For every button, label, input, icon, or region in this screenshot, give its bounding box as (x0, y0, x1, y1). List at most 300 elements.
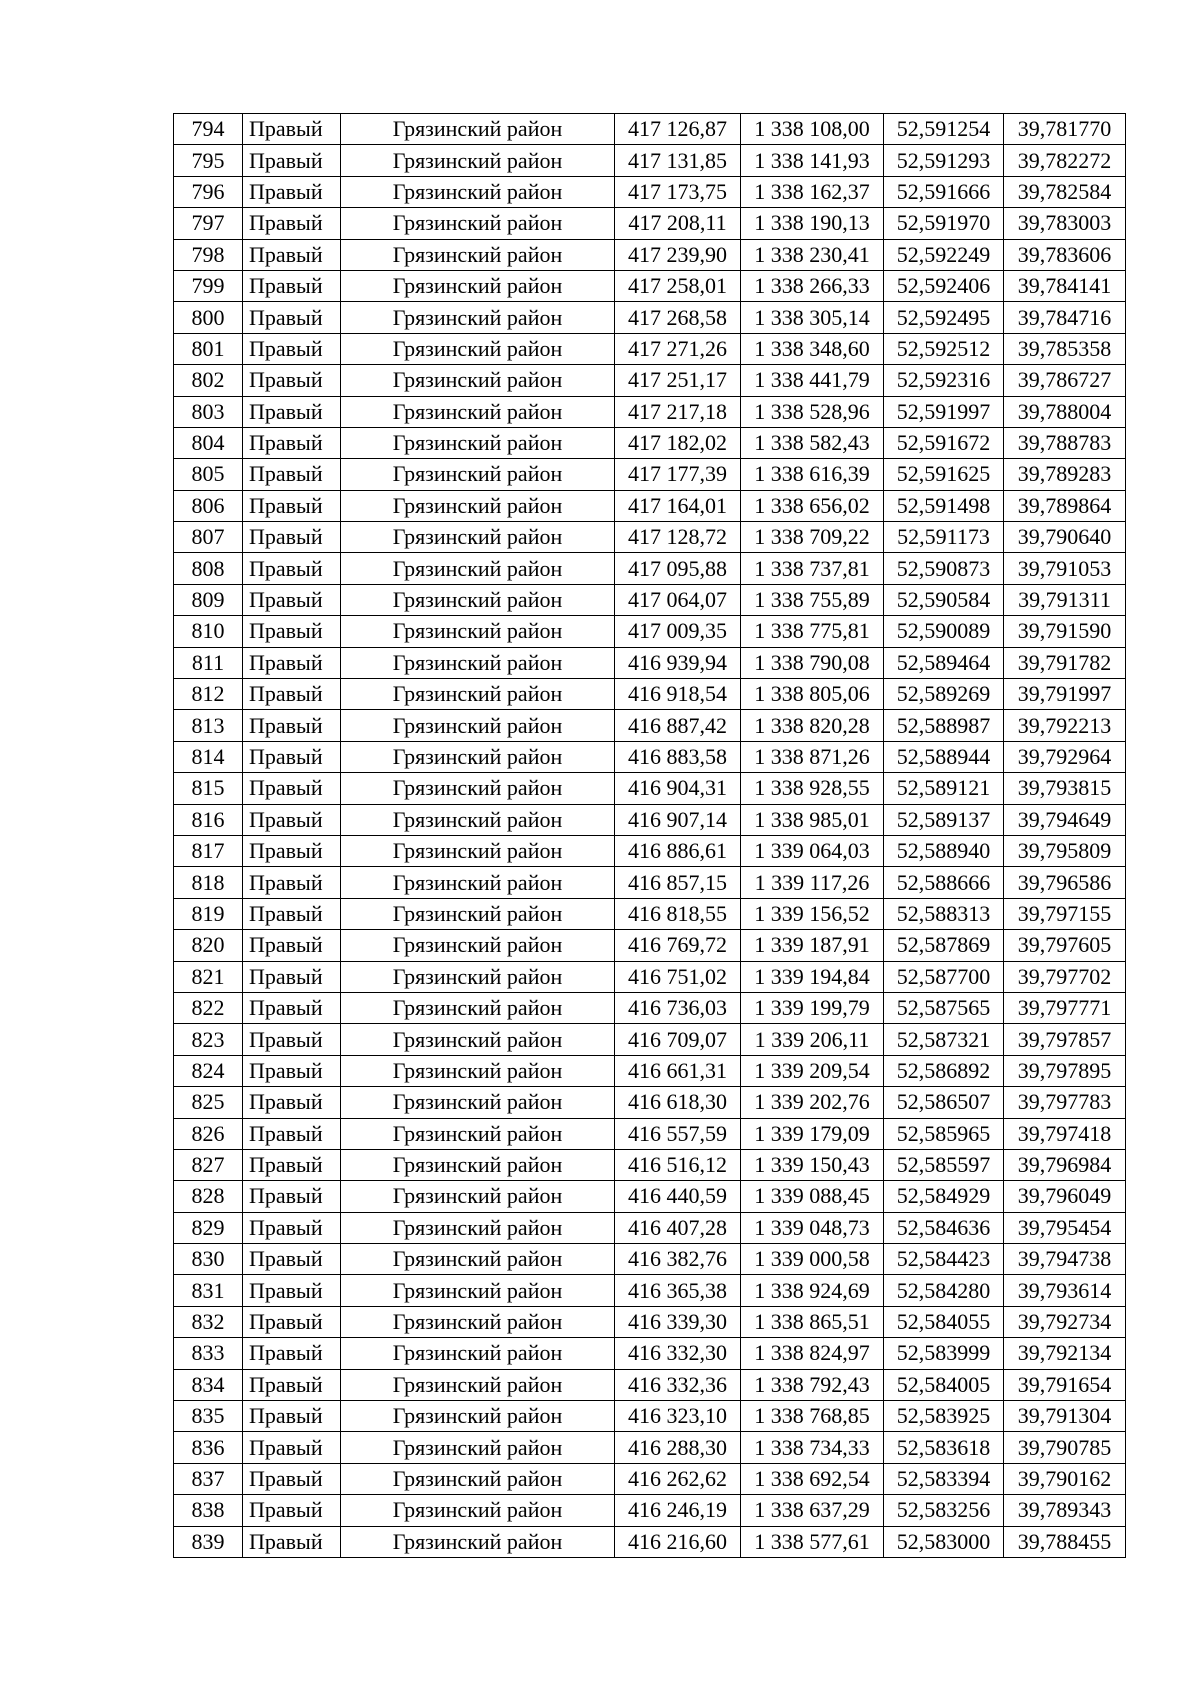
district-cell: Грязинский район (341, 302, 615, 333)
bank-cell: Правый (243, 176, 341, 207)
longitude-cell: 39,788004 (1004, 396, 1126, 427)
longitude-cell: 39,790785 (1004, 1432, 1126, 1463)
y-coordinate-cell: 1 339 194,84 (741, 961, 884, 992)
longitude-cell: 39,791304 (1004, 1401, 1126, 1432)
bank-cell: Правый (243, 1244, 341, 1275)
table-row (174, 710, 1126, 741)
district-cell: Грязинский район (341, 1118, 615, 1149)
district-cell: Грязинский район (341, 522, 615, 553)
x-coordinate-cell: 417 095,88 (615, 553, 741, 584)
table-row (174, 1338, 1126, 1369)
table-row (174, 1495, 1126, 1526)
table-row (174, 270, 1126, 301)
x-coordinate-cell: 416 288,30 (615, 1432, 741, 1463)
bank-cell: Правый (243, 992, 341, 1023)
point-number-cell: 802 (174, 365, 243, 396)
table-row (174, 1463, 1126, 1494)
latitude-cell: 52,592249 (884, 239, 1004, 270)
district-cell: Грязинский район (341, 1463, 615, 1494)
table-row (174, 490, 1126, 521)
latitude-cell: 52,589269 (884, 679, 1004, 710)
latitude-cell: 52,584055 (884, 1306, 1004, 1337)
longitude-cell: 39,789864 (1004, 490, 1126, 521)
district-cell: Грязинский район (341, 1401, 615, 1432)
bank-cell: Правый (243, 302, 341, 333)
point-number-cell: 807 (174, 522, 243, 553)
point-number-cell: 821 (174, 961, 243, 992)
longitude-cell: 39,797155 (1004, 898, 1126, 929)
district-cell: Грязинский район (341, 1338, 615, 1369)
x-coordinate-cell: 417 239,90 (615, 239, 741, 270)
latitude-cell: 52,588987 (884, 710, 1004, 741)
table-row (174, 396, 1126, 427)
latitude-cell: 52,592495 (884, 302, 1004, 333)
y-coordinate-cell: 1 338 441,79 (741, 365, 884, 396)
y-coordinate-cell: 1 339 179,09 (741, 1118, 884, 1149)
x-coordinate-cell: 417 126,87 (615, 114, 741, 145)
longitude-cell: 39,789283 (1004, 459, 1126, 490)
latitude-cell: 52,583394 (884, 1463, 1004, 1494)
point-number-cell: 828 (174, 1181, 243, 1212)
latitude-cell: 52,584005 (884, 1369, 1004, 1400)
y-coordinate-cell: 1 339 187,91 (741, 930, 884, 961)
x-coordinate-cell: 417 131,85 (615, 145, 741, 176)
district-cell: Грязинский район (341, 835, 615, 866)
bank-cell: Правый (243, 804, 341, 835)
point-number-cell: 804 (174, 427, 243, 458)
longitude-cell: 39,792134 (1004, 1338, 1126, 1369)
table-row (174, 1087, 1126, 1118)
longitude-cell: 39,790162 (1004, 1463, 1126, 1494)
point-number-cell: 834 (174, 1369, 243, 1400)
y-coordinate-cell: 1 339 088,45 (741, 1181, 884, 1212)
bank-cell: Правый (243, 1118, 341, 1149)
x-coordinate-cell: 416 332,30 (615, 1338, 741, 1369)
latitude-cell: 52,589137 (884, 804, 1004, 835)
longitude-cell: 39,797783 (1004, 1087, 1126, 1118)
bank-cell: Правый (243, 679, 341, 710)
latitude-cell: 52,591173 (884, 522, 1004, 553)
point-number-cell: 795 (174, 145, 243, 176)
y-coordinate-cell: 1 338 230,41 (741, 239, 884, 270)
district-cell: Грязинский район (341, 1212, 615, 1243)
longitude-cell: 39,784141 (1004, 270, 1126, 301)
table-row (174, 804, 1126, 835)
latitude-cell: 52,583000 (884, 1526, 1004, 1557)
y-coordinate-cell: 1 339 156,52 (741, 898, 884, 929)
district-cell: Грязинский район (341, 1055, 615, 1086)
y-coordinate-cell: 1 338 755,89 (741, 584, 884, 615)
point-number-cell: 810 (174, 616, 243, 647)
table-row (174, 239, 1126, 270)
longitude-cell: 39,791997 (1004, 679, 1126, 710)
district-cell: Грязинский район (341, 930, 615, 961)
latitude-cell: 52,589121 (884, 773, 1004, 804)
table-row (174, 616, 1126, 647)
district-cell: Грязинский район (341, 741, 615, 772)
point-number-cell: 798 (174, 239, 243, 270)
point-number-cell: 808 (174, 553, 243, 584)
y-coordinate-cell: 1 338 709,22 (741, 522, 884, 553)
longitude-cell: 39,793614 (1004, 1275, 1126, 1306)
x-coordinate-cell: 416 736,03 (615, 992, 741, 1023)
x-coordinate-cell: 417 182,02 (615, 427, 741, 458)
x-coordinate-cell: 417 064,07 (615, 584, 741, 615)
point-number-cell: 809 (174, 584, 243, 615)
table-row (174, 1401, 1126, 1432)
table-row (174, 835, 1126, 866)
y-coordinate-cell: 1 338 266,33 (741, 270, 884, 301)
district-cell: Грязинский район (341, 145, 615, 176)
table-row (174, 1369, 1126, 1400)
latitude-cell: 52,590584 (884, 584, 1004, 615)
y-coordinate-cell: 1 338 824,97 (741, 1338, 884, 1369)
latitude-cell: 52,583925 (884, 1401, 1004, 1432)
longitude-cell: 39,797857 (1004, 1024, 1126, 1055)
longitude-cell: 39,791654 (1004, 1369, 1126, 1400)
x-coordinate-cell: 417 217,18 (615, 396, 741, 427)
bank-cell: Правый (243, 1401, 341, 1432)
bank-cell: Правый (243, 898, 341, 929)
district-cell: Грязинский район (341, 1306, 615, 1337)
longitude-cell: 39,783606 (1004, 239, 1126, 270)
table-row (174, 1306, 1126, 1337)
latitude-cell: 52,591293 (884, 145, 1004, 176)
x-coordinate-cell: 417 009,35 (615, 616, 741, 647)
point-number-cell: 837 (174, 1463, 243, 1494)
x-coordinate-cell: 416 661,31 (615, 1055, 741, 1086)
point-number-cell: 833 (174, 1338, 243, 1369)
longitude-cell: 39,797895 (1004, 1055, 1126, 1086)
district-cell: Грязинский район (341, 396, 615, 427)
y-coordinate-cell: 1 338 985,01 (741, 804, 884, 835)
latitude-cell: 52,592512 (884, 333, 1004, 364)
point-number-cell: 803 (174, 396, 243, 427)
longitude-cell: 39,784716 (1004, 302, 1126, 333)
district-cell: Грязинский район (341, 1181, 615, 1212)
bank-cell: Правый (243, 710, 341, 741)
y-coordinate-cell: 1 338 656,02 (741, 490, 884, 521)
y-coordinate-cell: 1 338 924,69 (741, 1275, 884, 1306)
table-row (174, 898, 1126, 929)
district-cell: Грязинский район (341, 427, 615, 458)
longitude-cell: 39,792734 (1004, 1306, 1126, 1337)
latitude-cell: 52,590089 (884, 616, 1004, 647)
district-cell: Грязинский район (341, 1244, 615, 1275)
longitude-cell: 39,790640 (1004, 522, 1126, 553)
bank-cell: Правый (243, 835, 341, 866)
x-coordinate-cell: 416 907,14 (615, 804, 741, 835)
bank-cell: Правый (243, 1275, 341, 1306)
bank-cell: Правый (243, 1369, 341, 1400)
x-coordinate-cell: 416 216,60 (615, 1526, 741, 1557)
district-cell: Грязинский район (341, 961, 615, 992)
latitude-cell: 52,586892 (884, 1055, 1004, 1086)
district-cell: Грязинский район (341, 459, 615, 490)
latitude-cell: 52,585597 (884, 1149, 1004, 1180)
table-row (174, 553, 1126, 584)
point-number-cell: 818 (174, 867, 243, 898)
y-coordinate-cell: 1 338 792,43 (741, 1369, 884, 1400)
district-cell: Грязинский район (341, 333, 615, 364)
district-cell: Грязинский район (341, 1432, 615, 1463)
y-coordinate-cell: 1 338 737,81 (741, 553, 884, 584)
table-row (174, 741, 1126, 772)
table-row (174, 1244, 1126, 1275)
longitude-cell: 39,782272 (1004, 145, 1126, 176)
bank-cell: Правый (243, 333, 341, 364)
longitude-cell: 39,783003 (1004, 208, 1126, 239)
x-coordinate-cell: 417 173,75 (615, 176, 741, 207)
point-number-cell: 827 (174, 1149, 243, 1180)
point-number-cell: 801 (174, 333, 243, 364)
district-cell: Грязинский район (341, 616, 615, 647)
y-coordinate-cell: 1 339 000,58 (741, 1244, 884, 1275)
table-row (174, 1181, 1126, 1212)
district-cell: Грязинский район (341, 270, 615, 301)
table-row (174, 145, 1126, 176)
table-row (174, 1055, 1126, 1086)
latitude-cell: 52,591997 (884, 396, 1004, 427)
point-number-cell: 806 (174, 490, 243, 521)
district-cell: Грязинский район (341, 1495, 615, 1526)
x-coordinate-cell: 416 332,36 (615, 1369, 741, 1400)
latitude-cell: 52,588940 (884, 835, 1004, 866)
point-number-cell: 825 (174, 1087, 243, 1118)
y-coordinate-cell: 1 338 820,28 (741, 710, 884, 741)
x-coordinate-cell: 416 339,30 (615, 1306, 741, 1337)
point-number-cell: 796 (174, 176, 243, 207)
point-number-cell: 826 (174, 1118, 243, 1149)
longitude-cell: 39,797702 (1004, 961, 1126, 992)
y-coordinate-cell: 1 338 790,08 (741, 647, 884, 678)
latitude-cell: 52,583256 (884, 1495, 1004, 1526)
point-number-cell: 836 (174, 1432, 243, 1463)
longitude-cell: 39,797771 (1004, 992, 1126, 1023)
district-cell: Грязинский район (341, 647, 615, 678)
district-cell: Грязинский район (341, 1275, 615, 1306)
y-coordinate-cell: 1 338 348,60 (741, 333, 884, 364)
bank-cell: Правый (243, 1526, 341, 1557)
longitude-cell: 39,791782 (1004, 647, 1126, 678)
longitude-cell: 39,796049 (1004, 1181, 1126, 1212)
table-row (174, 1212, 1126, 1243)
bank-cell: Правый (243, 1212, 341, 1243)
x-coordinate-cell: 416 709,07 (615, 1024, 741, 1055)
longitude-cell: 39,794649 (1004, 804, 1126, 835)
district-cell: Грязинский район (341, 176, 615, 207)
y-coordinate-cell: 1 339 117,26 (741, 867, 884, 898)
latitude-cell: 52,587321 (884, 1024, 1004, 1055)
y-coordinate-cell: 1 338 141,93 (741, 145, 884, 176)
table-row (174, 1118, 1126, 1149)
longitude-cell: 39,791311 (1004, 584, 1126, 615)
x-coordinate-cell: 417 164,01 (615, 490, 741, 521)
table-row (174, 522, 1126, 553)
y-coordinate-cell: 1 339 206,11 (741, 1024, 884, 1055)
point-number-cell: 811 (174, 647, 243, 678)
bank-cell: Правый (243, 396, 341, 427)
bank-cell: Правый (243, 1432, 341, 1463)
bank-cell: Правый (243, 1087, 341, 1118)
district-cell: Грязинский район (341, 490, 615, 521)
latitude-cell: 52,588944 (884, 741, 1004, 772)
longitude-cell: 39,792213 (1004, 710, 1126, 741)
x-coordinate-cell: 416 262,62 (615, 1463, 741, 1494)
latitude-cell: 52,587869 (884, 930, 1004, 961)
bank-cell: Правый (243, 208, 341, 239)
point-number-cell: 797 (174, 208, 243, 239)
y-coordinate-cell: 1 339 150,43 (741, 1149, 884, 1180)
x-coordinate-cell: 417 128,72 (615, 522, 741, 553)
point-number-cell: 813 (174, 710, 243, 741)
table-row (174, 961, 1126, 992)
latitude-cell: 52,584929 (884, 1181, 1004, 1212)
y-coordinate-cell: 1 339 202,76 (741, 1087, 884, 1118)
x-coordinate-cell: 416 904,31 (615, 773, 741, 804)
table-row (174, 930, 1126, 961)
district-cell: Грязинский район (341, 365, 615, 396)
bank-cell: Правый (243, 490, 341, 521)
bank-cell: Правый (243, 114, 341, 145)
x-coordinate-cell: 417 268,58 (615, 302, 741, 333)
y-coordinate-cell: 1 338 805,06 (741, 679, 884, 710)
x-coordinate-cell: 416 918,54 (615, 679, 741, 710)
point-number-cell: 815 (174, 773, 243, 804)
x-coordinate-cell: 416 818,55 (615, 898, 741, 929)
table-row (174, 176, 1126, 207)
latitude-cell: 52,587565 (884, 992, 1004, 1023)
point-number-cell: 814 (174, 741, 243, 772)
y-coordinate-cell: 1 338 637,29 (741, 1495, 884, 1526)
x-coordinate-cell: 416 751,02 (615, 961, 741, 992)
x-coordinate-cell: 416 246,19 (615, 1495, 741, 1526)
longitude-cell: 39,788455 (1004, 1526, 1126, 1557)
latitude-cell: 52,591970 (884, 208, 1004, 239)
bank-cell: Правый (243, 1463, 341, 1494)
longitude-cell: 39,792964 (1004, 741, 1126, 772)
y-coordinate-cell: 1 338 162,37 (741, 176, 884, 207)
latitude-cell: 52,591666 (884, 176, 1004, 207)
point-number-cell: 819 (174, 898, 243, 929)
point-number-cell: 812 (174, 679, 243, 710)
y-coordinate-cell: 1 338 734,33 (741, 1432, 884, 1463)
bank-cell: Правый (243, 616, 341, 647)
longitude-cell: 39,789343 (1004, 1495, 1126, 1526)
district-cell: Грязинский район (341, 804, 615, 835)
x-coordinate-cell: 416 365,38 (615, 1275, 741, 1306)
bank-cell: Правый (243, 647, 341, 678)
latitude-cell: 52,591498 (884, 490, 1004, 521)
latitude-cell: 52,590873 (884, 553, 1004, 584)
longitude-cell: 39,795454 (1004, 1212, 1126, 1243)
table-row (174, 992, 1126, 1023)
latitude-cell: 52,585965 (884, 1118, 1004, 1149)
bank-cell: Правый (243, 1024, 341, 1055)
latitude-cell: 52,586507 (884, 1087, 1004, 1118)
y-coordinate-cell: 1 338 582,43 (741, 427, 884, 458)
table-row (174, 1275, 1126, 1306)
point-number-cell: 816 (174, 804, 243, 835)
latitude-cell: 52,584636 (884, 1212, 1004, 1243)
y-coordinate-cell: 1 338 190,13 (741, 208, 884, 239)
latitude-cell: 52,588666 (884, 867, 1004, 898)
bank-cell: Правый (243, 145, 341, 176)
latitude-cell: 52,583999 (884, 1338, 1004, 1369)
y-coordinate-cell: 1 339 209,54 (741, 1055, 884, 1086)
x-coordinate-cell: 417 258,01 (615, 270, 741, 301)
y-coordinate-cell: 1 338 305,14 (741, 302, 884, 333)
latitude-cell: 52,591254 (884, 114, 1004, 145)
table-row (174, 1149, 1126, 1180)
point-number-cell: 829 (174, 1212, 243, 1243)
longitude-cell: 39,785358 (1004, 333, 1126, 364)
x-coordinate-cell: 416 557,59 (615, 1118, 741, 1149)
y-coordinate-cell: 1 338 577,61 (741, 1526, 884, 1557)
bank-cell: Правый (243, 1181, 341, 1212)
point-number-cell: 794 (174, 114, 243, 145)
latitude-cell: 52,591625 (884, 459, 1004, 490)
longitude-cell: 39,791053 (1004, 553, 1126, 584)
district-cell: Грязинский район (341, 867, 615, 898)
x-coordinate-cell: 416 886,61 (615, 835, 741, 866)
point-number-cell: 805 (174, 459, 243, 490)
table-row (174, 365, 1126, 396)
table-row (174, 302, 1126, 333)
x-coordinate-cell: 417 271,26 (615, 333, 741, 364)
bank-cell: Правый (243, 1306, 341, 1337)
y-coordinate-cell: 1 338 528,96 (741, 396, 884, 427)
district-cell: Грязинский район (341, 1087, 615, 1118)
x-coordinate-cell: 416 857,15 (615, 867, 741, 898)
district-cell: Грязинский район (341, 773, 615, 804)
y-coordinate-cell: 1 338 775,81 (741, 616, 884, 647)
point-number-cell: 824 (174, 1055, 243, 1086)
table-row (174, 1024, 1126, 1055)
y-coordinate-cell: 1 339 064,03 (741, 835, 884, 866)
x-coordinate-cell: 416 407,28 (615, 1212, 741, 1243)
district-cell: Грязинский район (341, 1526, 615, 1557)
x-coordinate-cell: 416 883,58 (615, 741, 741, 772)
bank-cell: Правый (243, 961, 341, 992)
district-cell: Грязинский район (341, 114, 615, 145)
longitude-cell: 39,788783 (1004, 427, 1126, 458)
latitude-cell: 52,588313 (884, 898, 1004, 929)
y-coordinate-cell: 1 339 048,73 (741, 1212, 884, 1243)
latitude-cell: 52,584423 (884, 1244, 1004, 1275)
point-number-cell: 822 (174, 992, 243, 1023)
bank-cell: Правый (243, 584, 341, 615)
district-cell: Грязинский район (341, 710, 615, 741)
point-number-cell: 820 (174, 930, 243, 961)
longitude-cell: 39,797418 (1004, 1118, 1126, 1149)
bank-cell: Правый (243, 1338, 341, 1369)
y-coordinate-cell: 1 338 692,54 (741, 1463, 884, 1494)
bank-cell: Правый (243, 459, 341, 490)
x-coordinate-cell: 416 887,42 (615, 710, 741, 741)
table-row (174, 208, 1126, 239)
bank-cell: Правый (243, 522, 341, 553)
district-cell: Грязинский район (341, 992, 615, 1023)
y-coordinate-cell: 1 338 616,39 (741, 459, 884, 490)
bank-cell: Правый (243, 239, 341, 270)
point-number-cell: 839 (174, 1526, 243, 1557)
table-row (174, 773, 1126, 804)
table-row (174, 333, 1126, 364)
y-coordinate-cell: 1 338 108,00 (741, 114, 884, 145)
x-coordinate-cell: 416 769,72 (615, 930, 741, 961)
point-number-cell: 830 (174, 1244, 243, 1275)
